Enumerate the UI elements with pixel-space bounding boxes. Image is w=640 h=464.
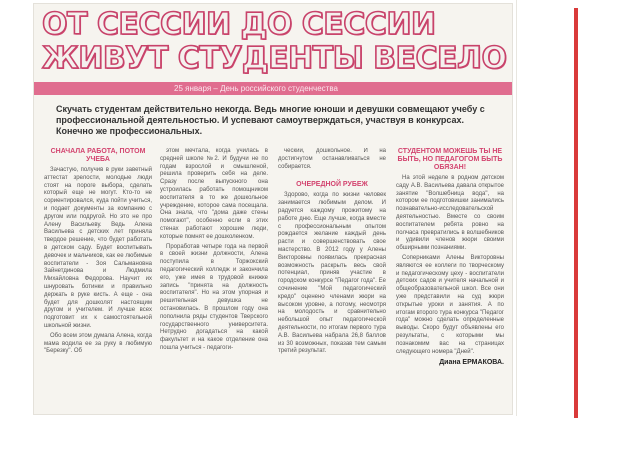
headline-line-2: ЖИВУТ СТУДЕНТЫ ВЕСЕЛО — [42, 41, 507, 76]
lead-paragraph: Скучать студентам действительно некогда. Ведь многие юноши и девушки совмещают учебу с профессиональной деятельностью. И успевают самоутверждаться, участвуя в конкурсах. Конечно же профессиональных. — [56, 104, 485, 136]
column-1-paragraph-1: Зачастую, получив в руки заветный аттестат зрелости, молодые люди стоят на пороге выбора, сделать который еще не могут. Кто-то не сориентировался, куда пойти учиться, и подает документы за компанию с другом или подругой. Но это не про Алену Васильеву. Ведь Алена Васильева с детских лет приняла твердое решение, что будет работать в детском саду. Будет воспитывать девочек и мальчиков, как ее любимые воспитатели - Зоя Сальмановна Зайнетдинова и Людмила Михайловна Федорова. Научит их шнуровать ботинки и правильно держать в руке кисть. А еще - она будет для дошколят настоящим другом и учителем. И лучше всех подготовит их к самостоятельной школьной жизни. — [44, 167, 152, 329]
column-4-paragraph-1: На этой неделе в родном детском саду А.В. Васильева давала открытое занятие "Волшебница вода", на котором ее подготовишки занимались познавательно-исследовательской деятельностью. Вместе со своим воспитателем ребята ровно на полчаса превратились в волшебников и удивили членов жюри своими обширными познаниями. — [396, 175, 504, 252]
subhead-first: СНАЧАЛА РАБОТА, ПОТОМ УЧЕБА — [50, 148, 146, 163]
column-3-paragraph-1: ческий, дошкольное. И на достигнутом останавливаться не собирается. — [278, 148, 386, 170]
column-2 — [160, 148, 268, 406]
subhead-third: СТУДЕНТОМ МОЖЕШЬ ТЫ НЕ БЫТЬ, НО ПЕДАГОГОМ БЫТЬ ОБЯЗАН! — [397, 148, 503, 171]
column-1 — [44, 148, 152, 406]
column-1-paragraph-2: Обо всем этом думала Алена, когда мама водила ее за руку в любимую "Березку". Об — [44, 332, 152, 355]
page-edge — [516, 0, 517, 416]
column-4-paragraph-2: Соперниками Алены Викторовны являются ее коллеги по творческому и педагогическому цеху - воспитатели детских садов и учителя начальной и общеобразовательной школ. Все они уже представили на суд жюри открытые уроки и занятия. А по итогам второго тура конкурса "Педагог года" можно сделать определенные выводы. Скоро будут объявлены его результаты, с которыми мы познакомим вас на страницах следующего номера "Дней". — [396, 254, 504, 355]
dateline: 25 января – День российского студенчества — [174, 84, 338, 93]
newspaper-page — [34, 4, 512, 414]
subhead-second: ОЧЕРЕДНОЙ РУБЕЖ — [296, 181, 368, 189]
column-2-paragraph-1: этом мечтала, когда училась в средней школе №2. И будучи не по годам взрослой и смышленой, решила проверить себя на деле. Сразу после выпускного она устроилась работать помощником воспитателя в то же дошкольное учреждение, которое сама посещала. Она знала, что "дома даже стены помогают", особенно если в этих стенах работают хорошие люди, которые помнят ее дошколенком. — [160, 148, 268, 240]
column-4 — [396, 148, 504, 406]
column-3 — [278, 148, 386, 406]
column-3-paragraph-2: Здорово, когда по жизни человек занимается любимым делом. И радуется каждому прожитому на работе дню. Еще лучше, когда вместе с профессиональным опытом рождается желание каждый день расти и совершенствовать свое мастерство. В 2012 году у Алены Викторовны появилась прекрасная возможность раскрыть весь свой потенциал, приняв участие в городском конкурсе "Педагог года". Ее сочинение "Мой педагогический кредо" оценено членами жюри на высоком уровне, а потому, несмотря на молодость и сравнительно небольшой опыт педагогической деятельности, по итогам первого тура А.В. Васильева набрала 26,8 баллов из 30 возможных, показав тем самым третий результат. — [278, 192, 386, 355]
headline-line-1: ОТ СЕССИИ ДО СЕССИИ — [42, 7, 436, 42]
column-2-paragraph-2: Проработав четыре года на первой в своей жизни должности, Алена поступила в Торжокский педагогический колледж и закончила его, уже имея в трудовой книжке запись "принята на должность воспитателя". Но на этом упорная и решительная девушка не остановилась. В прошлом году она пополнила ряды студентов Тверского государственного университета. Нетрудно догадаться на какой факультет и на какое отделение она пошла учиться - педагоги- — [160, 243, 268, 351]
author-signature: Диана ЕРМАКОВА. — [439, 359, 504, 367]
margin-line — [574, 8, 578, 418]
